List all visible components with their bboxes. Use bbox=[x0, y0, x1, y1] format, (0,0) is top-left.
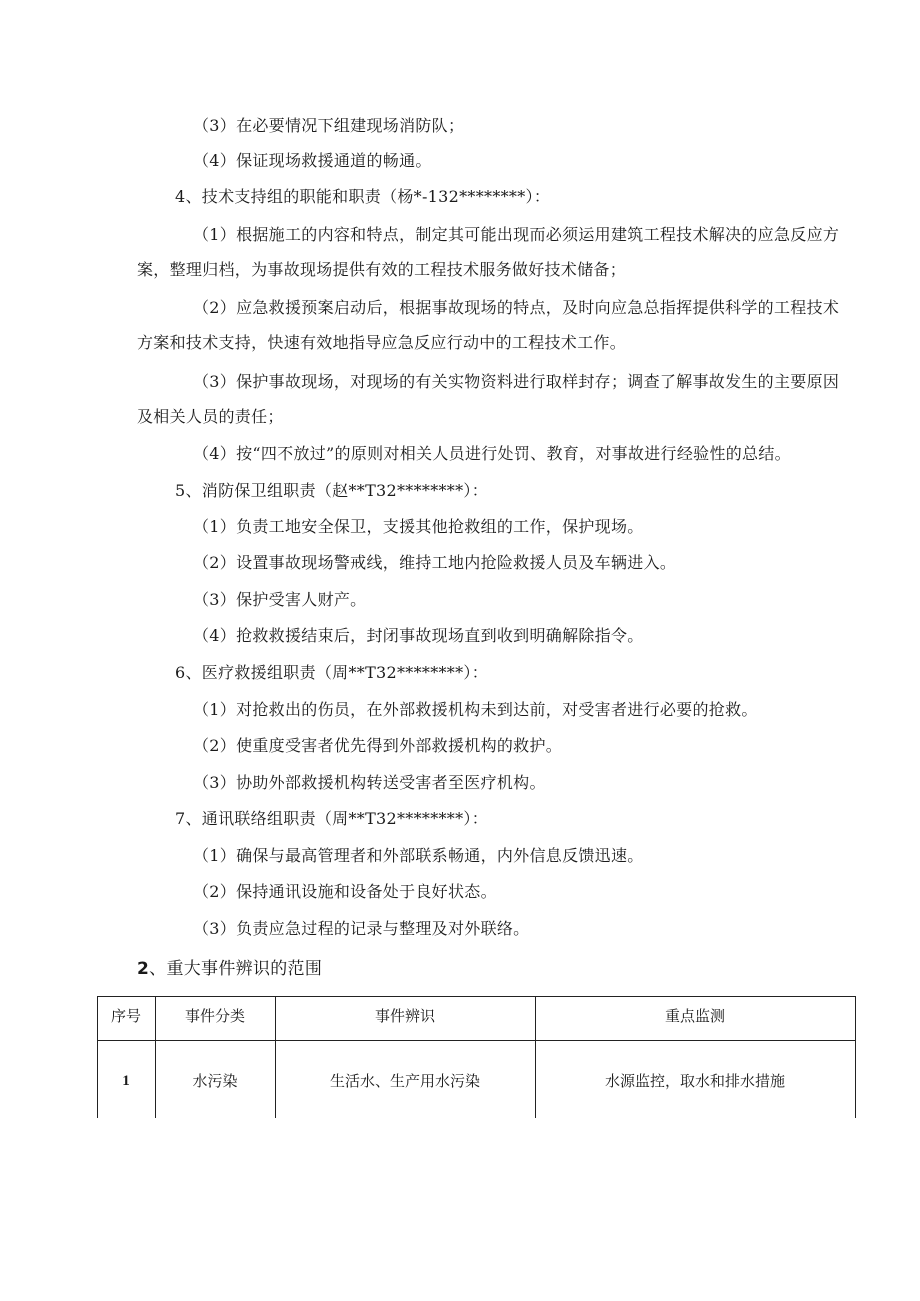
paragraph: （3）在必要情况下组建现场消防队； bbox=[193, 116, 465, 135]
subsection-heading: 4、技术支持组的职能和职责（杨*-132********）： bbox=[175, 187, 551, 206]
table-header-cell: 事件分类 bbox=[184, 1007, 245, 1025]
paragraph: （2）设置事故现场警戒线，维持工地内抢险救援人员及车辆进入。 bbox=[193, 553, 677, 572]
subsection-heading: 5、消防保卫组职责（赵**T32********）： bbox=[175, 481, 489, 500]
paragraph: （2）使重度受害者优先得到外部救援机构的救护。 bbox=[193, 736, 563, 755]
paragraph: 及相关人员的责任； bbox=[137, 407, 284, 426]
table-cell: 水源监控，取水和排水措施 bbox=[604, 1072, 785, 1090]
table-cell: 水污染 bbox=[192, 1072, 238, 1090]
table-border-top bbox=[97, 996, 856, 997]
paragraph: （3）协助外部救援机构转送受害者至医疗机构。 bbox=[193, 773, 546, 792]
subsection-heading: 7、通讯联络组职责（周**T32********）： bbox=[175, 809, 489, 828]
paragraph: （4）按“四不放过”的原则对相关人员进行处罚、教育，对事故进行经验性的总结。 bbox=[193, 444, 791, 463]
paragraph: （2）应急救援预案启动后，根据事故现场的特点，及时向应急总指挥提供科学的工程技术 bbox=[193, 298, 840, 317]
paragraph: （3）保护受害人财产。 bbox=[193, 590, 367, 609]
table-header-cell: 重点监测 bbox=[664, 1007, 725, 1025]
paragraph: 案，整理归档，为事故现场提供有效的工程技术服务做好技术储备； bbox=[137, 260, 627, 279]
table-cell: 生活水、生产用水污染 bbox=[329, 1072, 480, 1090]
paragraph: （4）保证现场救援通道的畅通。 bbox=[193, 151, 432, 170]
event-table bbox=[97, 996, 856, 1118]
table-header-cell: 序号 bbox=[110, 1007, 141, 1025]
table-header-cell: 事件辨识 bbox=[374, 1007, 435, 1025]
paragraph: （4）抢救救援结束后，封闭事故现场直到收到明确解除指令。 bbox=[193, 626, 644, 645]
section-title: 、重大事件辨识的范围 bbox=[149, 959, 323, 979]
subsection-heading: 6、医疗救援组职责（周**T32********）： bbox=[175, 663, 489, 682]
paragraph: 方案和技术支持，快速有效地指导应急反应行动中的工程技术工作。 bbox=[137, 333, 627, 352]
section-heading bbox=[137, 958, 322, 980]
paragraph: （1）根据施工的内容和特点，制定其可能出现而必须运用建筑工程技术解决的应急反应方 bbox=[193, 225, 840, 244]
paragraph: （1）负责工地安全保卫，支援其他抢救组的工作，保护现场。 bbox=[193, 517, 644, 536]
paragraph: （2）保持通讯设施和设备处于良好状态。 bbox=[193, 882, 497, 901]
section-number: 2 bbox=[137, 959, 150, 979]
paragraph: （1）确保与最高管理者和外部联系畅通，内外信息反馈迅速。 bbox=[193, 846, 644, 865]
table-cell: 1 bbox=[122, 1073, 130, 1089]
paragraph: （1）对抢救出的伤员，在外部救援机构未到达前，对受害者进行必要的抢救。 bbox=[193, 700, 758, 719]
paragraph: （3）保护事故现场，对现场的有关实物资料进行取样封存；调查了解事故发生的主要原因 bbox=[193, 372, 840, 391]
table-border-header bbox=[97, 1040, 856, 1041]
paragraph: （3）负责应急过程的记录与整理及对外联络。 bbox=[193, 919, 530, 938]
table-border-right bbox=[855, 996, 856, 1118]
